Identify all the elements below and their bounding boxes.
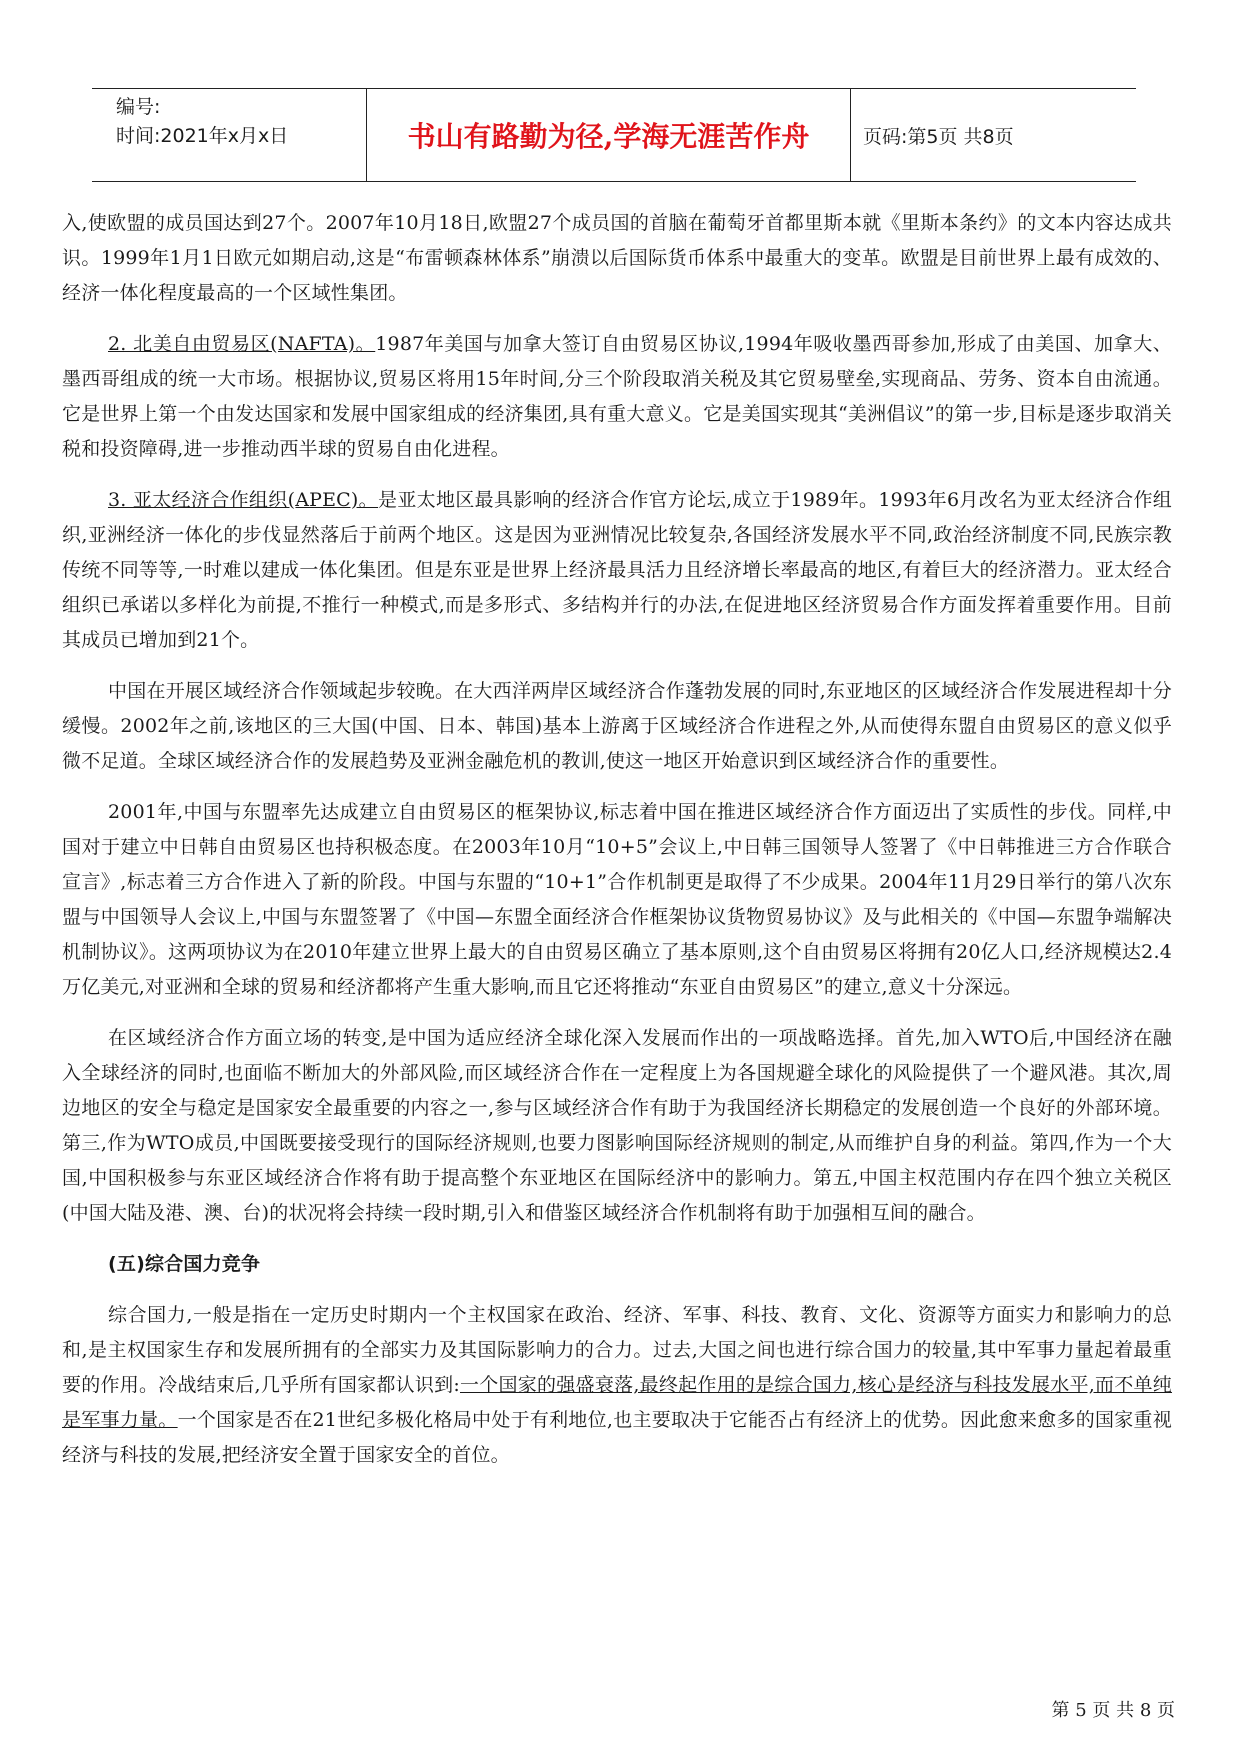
header-page-label: 页码:第5页 共8页 (863, 125, 1014, 148)
apec-heading: 3. 亚太经济合作组织(APEC)。 (108, 489, 378, 511)
paragraph-china-asean: 2001年,中国与东盟率先达成建立自由贸易区的框架协议,标志着中国在推进区域经济合作方面迈出了实质性的步伐。同样,中国对于建立中日韩自由贸易区也持积极态度。在2003年10月“10+5”会议上,中日韩三国领导人签署了《中日韩推进三方合作联合宣言》,标志着三方合作进入了新的阶段。中国与东盟的“10+1”合作机制更是取得了不少成果。2004年11月29日举行的第八次东盟与中国领导人会议上,中国与东盟签署了《中国—东盟全面经济合作框架协议货物贸易协议》及与此相关的《中国—东盟争端解决机制协议》。这两项协议为在2010年建立世界上最大的自由贸易区确立了基本原则,这个自由贸易区将拥有20亿人口,经济规模达2.4万亿美元,对亚洲和全球的贸易和经济都将产生重大影响,而且它还将推动“东亚自由贸易区”的建立,意义十分深远。 (62, 801, 1172, 998)
national-power-a: 综合国力,一般是指在一定历史时期内一个主权国家在政治、经济、军事、科技、教育、文化、资源等方面实力和影响力的总和,是主权国家生存和发展所拥有的全部实力及其国际影响力的合力。过去,大国之间也进行综合国力的较量,其中军事力量起着最重要的作用。冷战结束后,几乎所有国家都认识到: (62, 1304, 1172, 1396)
paragraph-strategy: 在区域经济合作方面立场的转变,是中国为适应经济全球化深入发展而作出的一项战略选择。首先,加入WTO后,中国经济在融入全球经济的同时,也面临不断加大的外部风险,而区域经济合作在一定程度上为各国规避全球化的风险提供了一个避风港。其次,周边地区的安全与稳定是国家安全最重要的内容之一,参与区域经济合作有助于为我国经济长期稳定的发展创造一个良好的外部环境。第三,作为WTO成员,中国既要接受现行的国际经济规则,也要力图影响国际经济规则的制定,从而维护自身的利益。第四,作为一个大国,中国积极参与东亚区域经济合作将有助于提高整个东亚地区在国际经济中的影响力。第五,中国主权范围内存在四个独立关税区(中国大陆及港、澳、台)的状况将会持续一段时期,引入和借鉴区域经济合作机制将有助于加强相互间的融合。 (62, 1027, 1172, 1224)
number-label: 编号: (116, 96, 161, 118)
time-label: 时间:2021年x月x日 (116, 125, 289, 147)
apec-body: 是亚太地区最具影响的经济合作官方论坛,成立于1989年。1993年6月改名为亚太经济合作组织,亚洲经济一体化的步伐显然落后于前两个地区。这是因为亚洲情况比较复杂,各国经济发展水平不同,政治经济制度不同,民族宗教传统不同等等,一时难以建成一体化集团。但是东亚是世界上经济最具活力且经济增长率最高的地区,有着巨大的经济潜力。亚太经合组织已承诺以多样化为前提,不推行一种模式,而是多形式、多结构并行的办法,在促进地区经济贸易合作方面发挥着重要作用。目前其成员已增加到21个。 (62, 489, 1172, 651)
nafta-heading: 2. 北美自由贸易区(NAFTA)。 (108, 333, 376, 355)
national-power-underlined: 一个国家的强盛衰落,最终起作用的是综合国力,核心是经济与科技发展水平,而不单纯是军事力量。 (62, 1374, 1173, 1431)
page-footer: 第 5 页 共 8 页 (1051, 1700, 1175, 1721)
paragraph-nafta (62, 327, 1172, 467)
national-power-b: 一个国家是否在21世纪多极化格局中处于有利地位,也主要取决于它能否占有经济上的优势。因此愈来愈多的国家重视经济与科技的发展,把经济安全置于国家安全的首位。 (62, 1409, 1172, 1466)
nafta-body: 1987年美国与加拿大签订自由贸易区协议,1994年吸收墨西哥参加,形成了由美国、加拿大、墨西哥组成的统一大市场。根据协议,贸易区将用15年时间,分三个阶段取消关税及其它贸易壁垒,实现商品、劳务、资本自由流通。它是世界上第一个由发达国家和发展中国家组成的经济集团,具有重大意义。它是美国实现其“美洲倡议”的第一步,目标是逐步取消关税和投资障碍,进一步推动西半球的贸易自由化进程。 (62, 333, 1172, 460)
paragraph-eu: 入,使欧盟的成员国达到27个。2007年10月18日,欧盟27个成员国的首脑在葡萄牙首都里斯本就《里斯本条约》的文本内容达成共识。1999年1月1日欧元如期启动,这是“布雷顿森林体系”崩溃以后国际货币体系中最重大的变革。欧盟是目前世界上最有成效的、经济一体化程度最高的一个区域性集团。 (62, 212, 1172, 304)
paragraph-china-start: 中国在开展区域经济合作领域起步较晚。在大西洋两岸区域经济合作蓬勃发展的同时,东亚地区的区域经济合作发展进程却十分缓慢。2002年之前,该地区的三大国(中国、日本、韩国)基本上游离于区域经济合作进程之外,从而使得东盟自由贸易区的意义似乎微不足道。全球区域经济合作的发展趋势及亚洲金融危机的教训,使这一地区开始意识到区域经济合作的重要性。 (62, 680, 1172, 772)
header-motto: 书山有路勤为径,学海无涯苦作舟 (367, 89, 851, 181)
document-header (92, 88, 1136, 182)
section-heading: (五)综合国力竞争 (108, 1253, 261, 1275)
paragraph-national-power (62, 1298, 1172, 1473)
document-body (62, 206, 1172, 1489)
header-meta (92, 89, 367, 181)
paragraph-apec (62, 483, 1172, 658)
